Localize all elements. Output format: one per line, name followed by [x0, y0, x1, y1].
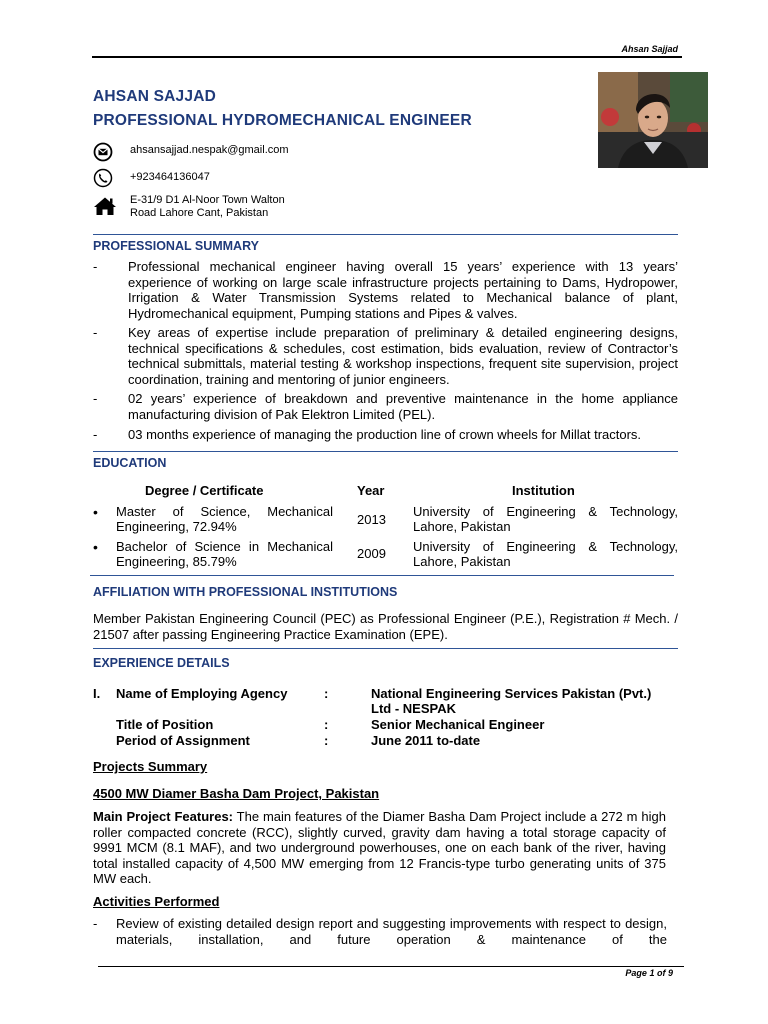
projects-summary-heading: Projects Summary: [93, 759, 208, 774]
candidate-title: PROFESSIONAL HYDROMECHANICAL ENGINEER: [93, 112, 472, 129]
agency-value-line-1: National Engineering Services Pakistan (Pvt.): [371, 686, 652, 701]
degree-line-1: Bachelor of Science in Mechanical: [116, 539, 333, 554]
column-header-institution: Institution: [512, 483, 575, 498]
bullet-dash: -: [93, 391, 98, 406]
divider: [93, 648, 678, 649]
institution-line-2: Lahore, Pakistan: [413, 519, 511, 534]
institution-line-1: University of Engineering & Technology,: [413, 504, 678, 519]
bullet-dot: •: [93, 504, 98, 520]
colon: :: [324, 733, 329, 748]
features-text: The main features of the Diamer Basha Dam Project include a 272 m high roller compacted concrete (RCC), slightly curved, gravity dam having a total storage capacity of 9991 MCM (8.1 MAF), and two underground powerhouses, one on each bank of the river, having total installed capacity of 4,500 MW emerging from 12 Francis-type turbo generating units of 375 MW each.: [93, 809, 666, 886]
degree-line-1: Master of Science, Mechanical: [116, 504, 333, 519]
footer-rule: [98, 966, 684, 967]
divider: [90, 575, 674, 576]
email-icon: [93, 142, 113, 162]
colon: :: [324, 686, 329, 701]
section-heading-education: EDUCATION: [93, 456, 167, 470]
divider: [93, 451, 678, 452]
degree-line-2: Engineering, 85.79%: [116, 554, 237, 569]
page-word: Page: [625, 968, 647, 978]
project-features: [93, 809, 666, 887]
page-total: 9: [667, 968, 673, 978]
summary-item: Key areas of expertise include preparation of preliminary & detailed engineering designs, technical specifications & schedules, cost estimation, bids evaluation, review of Contractor’s technical submittals, material testing & workshop inspections, frequent site supervision, project coordination, training and mentoring of junior engineers.: [128, 325, 678, 387]
institution-line-1: University of Engineering & Technology,: [413, 539, 678, 554]
running-header-name: Ahsan Sajjad: [621, 44, 678, 54]
phone-text: +923464136047: [130, 171, 210, 183]
degree-line-2: Engineering, 72.94%: [116, 519, 237, 534]
bullet-dash: -: [93, 259, 98, 274]
education-year: 2009: [357, 546, 386, 561]
position-label: Title of Position: [116, 717, 214, 732]
bullet-dash: -: [93, 427, 98, 442]
email-text: ahsansajjad.nespak@gmail.com: [130, 144, 289, 156]
bullet-dash: -: [93, 325, 98, 340]
features-label: Main Project Features:: [93, 809, 233, 824]
section-heading-affiliation: AFFILIATION WITH PROFESSIONAL INSTITUTIONS: [93, 585, 398, 599]
period-value: June 2011 to-date: [371, 733, 481, 748]
section-heading-summary: PROFESSIONAL SUMMARY: [93, 239, 259, 253]
page-number: [625, 968, 673, 978]
activities-heading: Activities Performed: [93, 894, 220, 909]
home-icon: [93, 196, 117, 216]
agency-label: Name of Employing Agency: [116, 686, 288, 701]
summary-item: 02 years’ experience of breakdown and preventive maintenance in the home appliance manufacturing division of Pak Elektron Limited (PEL).: [128, 391, 678, 422]
activity-item: Review of existing detailed design report and suggesting improvements with respect to design, materials, installation, and future operation & maintenance of the: [116, 916, 667, 947]
header-rule: [92, 56, 682, 58]
bullet-dot: •: [93, 539, 98, 555]
entry-numeral: I.: [93, 686, 101, 701]
project-title: 4500 MW Diamer Basha Dam Project, Pakistan: [93, 786, 380, 801]
phone-icon: [93, 168, 113, 188]
column-header-year: Year: [357, 483, 385, 498]
page-current: 1: [649, 968, 655, 978]
position-value: Senior Mechanical Engineer: [371, 717, 545, 732]
address-line-2: Road Lahore Cant, Pakistan: [130, 207, 269, 219]
period-label: Period of Assignment: [116, 733, 250, 748]
institution-line-2: Lahore, Pakistan: [413, 554, 511, 569]
divider: [93, 234, 678, 235]
column-header-degree: Degree / Certificate: [145, 483, 264, 498]
address-line-1: E-31/9 D1 Al-Noor Town Walton: [130, 194, 285, 206]
section-heading-experience: EXPERIENCE DETAILS: [93, 656, 230, 670]
education-year: 2013: [357, 512, 386, 527]
bullet-dash: -: [93, 916, 98, 931]
colon: :: [324, 717, 329, 732]
of-word: of: [656, 968, 666, 978]
candidate-name: AHSAN SAJJAD: [93, 88, 216, 105]
summary-item: 03 months experience of managing the production line of crown wheels for Millat tractors.: [128, 427, 642, 442]
agency-value-line-2: Ltd - NESPAK: [371, 701, 456, 716]
summary-item: Professional mechanical engineer having overall 15 years’ experience with 13 years’ experience of working on large scale infrastructure projects pertaining to Dams, Hydropower, Irrigation & Water Transmission Systems related to Mechanical balance of plant, Hydromechanical equipment, Pumping stations and Pipes & valves.: [128, 259, 678, 321]
affiliation-text: Member Pakistan Engineering Council (PEC) as Professional Engineer (P.E.), Registration # Mech. / 21507 after passing Engineering Practice Examination (EPE).: [93, 611, 678, 642]
profile-photo: [598, 72, 708, 168]
